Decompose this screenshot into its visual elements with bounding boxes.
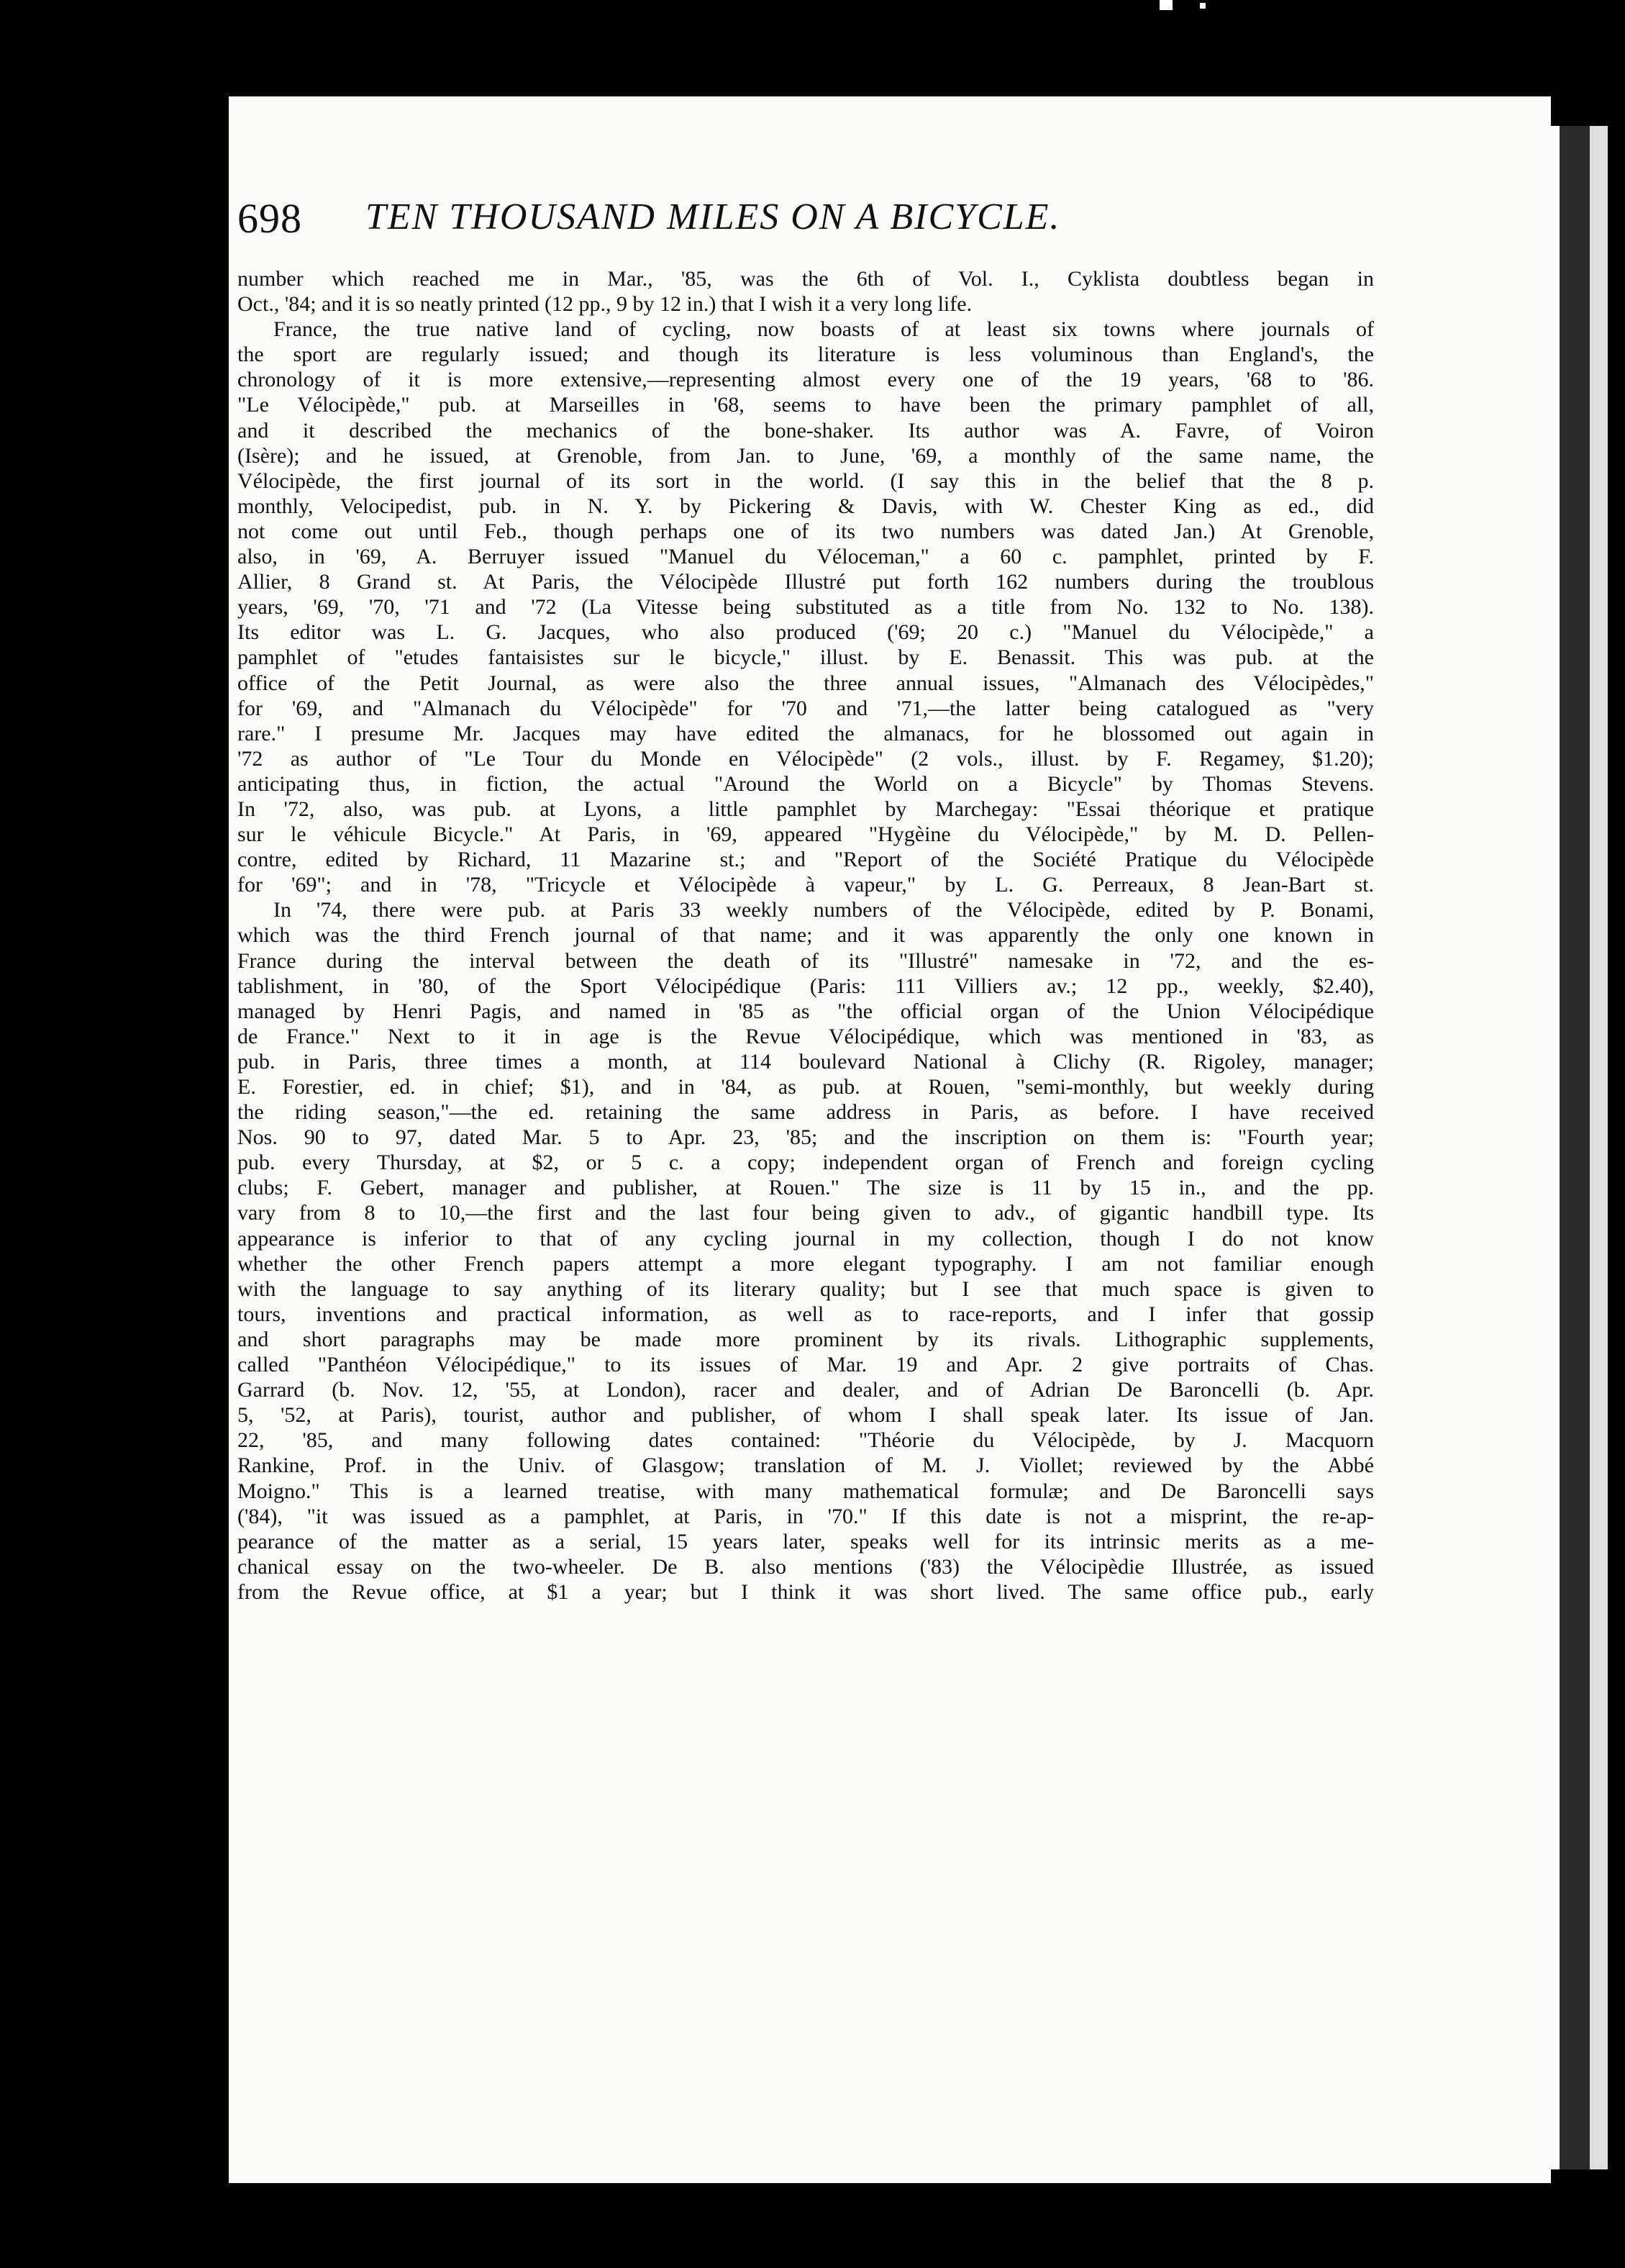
text-line: chronology of it is more extensive,—representing almost every one of the 19 years, '68 to '86. <box>237 368 1374 392</box>
text-line: managed by Henri Pagis, and named in '85 as "the official organ of the Union Vélocipédique <box>237 999 1374 1023</box>
text-line: de France." Next to it in age is the Revue Vélocipédique, which was mentioned in '83, as <box>237 1024 1374 1048</box>
text-line: sur le véhicule Bicycle." At Paris, in '69, appeared "Hygèine du Vélocipède," by M. D. Pellen- <box>237 822 1374 847</box>
text-line: appearance is inferior to that of any cycling journal in my collection, though I do not know <box>237 1226 1374 1251</box>
text-line: Nos. 90 to 97, dated Mar. 5 to Apr. 23, '85; and the inscription on them is: "Fourth year; <box>237 1125 1374 1150</box>
text-line: rare." I presume Mr. Jacques may have edited the almanacs, for he blossomed out again in <box>237 721 1374 745</box>
text-line: tours, inventions and practical information, as well as to race-reports, and I infer that gossip <box>237 1302 1374 1326</box>
text-line: France during the interval between the death of its "Illustré" namesake in '72, and the es- <box>237 948 1374 973</box>
text-line: also, in '69, A. Berruyer issued "Manuel du Véloceman," a 60 c. pamphlet, printed by F. <box>237 545 1374 569</box>
text-line: and it described the mechanics of the bone-shaker. Its author was A. Favre, of Voiron <box>237 418 1374 443</box>
text-line: vary from 8 to 10,—the first and the last four being given to adv., of gigantic handbill type. Its <box>237 1201 1374 1225</box>
scan-speck <box>1160 0 1173 10</box>
text-line: years, '69, '70, '71 and '72 (La Vitesse being substituted as a title from No. 132 to No. 138). <box>237 595 1374 620</box>
text-line: with the language to say anything of its literary quality; but I see that much space is given to <box>237 1276 1374 1301</box>
running-title: TEN THOUSAND MILES ON A BICYCLE. <box>365 196 1061 237</box>
text-line: monthly, Velocipedist, pub. in N. Y. by Pickering & Davis, with W. Chester King as ed., did <box>237 494 1374 518</box>
scan-speck <box>1200 3 1206 9</box>
text-line: clubs; F. Gebert, manager and publisher, at Rouen." The size is 11 by 15 in., and the pp. <box>237 1176 1374 1200</box>
body-text <box>237 266 1374 1605</box>
text-line: '72 as author of "Le Tour du Monde en Vélocipède" (2 vols., illust. by F. Regamey, $1.20); <box>237 746 1374 771</box>
text-line: for '69, and "Almanach du Vélocipède" for '70 and '71,—the latter being catalogued as "very <box>237 696 1374 720</box>
text-line: pamphlet of "etudes fantaisistes sur le bicycle," illust. by E. Benassit. This was pub. at the <box>237 645 1374 670</box>
text-line: tablishment, in '80, of the Sport Vélocipédique (Paris: 111 Villiers av.; 12 pp., weekly, $2.40), <box>237 974 1374 998</box>
text-line: the riding season,"—the ed. retaining the same address in Paris, as before. I have received <box>237 1100 1374 1125</box>
page-header <box>237 194 1374 259</box>
text-line: In '72, also, was pub. at Lyons, a little pamphlet by Marchegay: "Essai théorique et pratique <box>237 797 1374 821</box>
text-line: ('84), "it was issued as a pamphlet, at Paris, in '70." If this date is not a misprint, the re-ap- <box>237 1504 1374 1528</box>
text-line: anticipating thus, in fiction, the actual "Around the World on a Bicycle" by Thomas Stevens. <box>237 771 1374 796</box>
text-line: pearance of the matter as a serial, 15 years later, speaks well for its intrinsic merits as a me- <box>237 1529 1374 1553</box>
text-line: chanical essay on the two-wheeler. De B. also mentions ('83) the Vélocipèdie Illustrée, as issued <box>237 1554 1374 1579</box>
text-line: Rankine, Prof. in the Univ. of Glasgow; translation of M. J. Viollet; reviewed by the Abbé <box>237 1453 1374 1478</box>
text-line: office of the Petit Journal, as were also the three annual issues, "Almanach des Vélocipèdes," <box>237 671 1374 695</box>
text-line: Vélocipède, the first journal of its sort in the world. (I say this in the belief that the 8 p. <box>237 468 1374 493</box>
text-line: "Le Vélocipède," pub. at Marseilles in '68, seems to have been the primary pamphlet of all, <box>237 393 1374 417</box>
text-line: the sport are regularly issued; and though its literature is less voluminous than England's, the <box>237 343 1374 367</box>
text-line: pub. in Paris, three times a month, at 114 boulevard National à Clichy (R. Rigoley, manager; <box>237 1049 1374 1074</box>
text-line: and short paragraphs may be made more prominent by its rivals. Lithographic supplements, <box>237 1327 1374 1351</box>
text-line: 22, '85, and many following dates contained: "Théorie du Vélocipède, by J. Macquorn <box>237 1428 1374 1453</box>
text-line: Its editor was L. G. Jacques, who also produced ('69; 20 c.) "Manuel du Vélocipède," a <box>237 620 1374 645</box>
page-number: 698 <box>237 195 302 242</box>
text-line: for '69"; and in '78, "Tricycle et Vélocipède à vapeur," by L. G. Perreaux, 8 Jean-Bart st. <box>237 873 1374 897</box>
text-line: not come out until Feb., though perhaps one of its two numbers was dated Jan.) At Grenoble, <box>237 519 1374 543</box>
next-page-edge <box>1547 126 1608 2169</box>
text-line: whether the other French papers attempt a more elegant typography. I am not familiar enough <box>237 1251 1374 1276</box>
text-line: number which reached me in Mar., '85, was the 6th of Vol. I., Cyklista doubtless began in <box>237 267 1374 291</box>
text-line: from the Revue office, at $1 a year; but I think it was short lived. The same office pub., early <box>237 1579 1374 1604</box>
text-line: Garrard (b. Nov. 12, '55, at London), racer and dealer, and of Adrian De Baroncelli (b. Apr. <box>237 1378 1374 1402</box>
text-line: called "Panthéon Vélocipédique," to its issues of Mar. 19 and Apr. 2 give portraits of Chas. <box>237 1353 1374 1377</box>
text-line: (Isère); and he issued, at Grenoble, from Jan. to June, '69, a monthly of the same name, the <box>237 443 1374 468</box>
text-line: France, the true native land of cycling, now boasts of at least six towns where journals of <box>273 317 1374 342</box>
text-line: 5, '52, at Paris), tourist, author and publisher, of whom I shall speak later. Its issue of Jan. <box>237 1403 1374 1428</box>
text-line: which was the third French journal of that name; and it was apparently the only one known in <box>237 923 1374 948</box>
text-line: pub. every Thursday, at $2, or 5 c. a copy; independent organ of French and foreign cycling <box>237 1151 1374 1175</box>
text-line: Oct., '84; and it is so neatly printed (12 pp., 9 by 12 in.) that I wish it a very long life. <box>237 292 973 317</box>
text-line: Moigno." This is a learned treatise, with many mathematical formulæ; and De Baroncelli says <box>237 1479 1374 1503</box>
text-line: In '74, there were pub. at Paris 33 weekly numbers of the Vélocipède, edited by P. Bonami, <box>273 898 1374 922</box>
text-line: contre, edited by Richard, 11 Mazarine st.; and "Report of the Société Pratique du Vélocipède <box>237 848 1374 872</box>
text-line: Allier, 8 Grand st. At Paris, the Vélocipède Illustré put forth 162 numbers during the troublous <box>237 570 1374 594</box>
text-line: E. Forestier, ed. in chief; $1), and in '84, as pub. at Rouen, "semi-monthly, but weekly during <box>237 1075 1374 1099</box>
